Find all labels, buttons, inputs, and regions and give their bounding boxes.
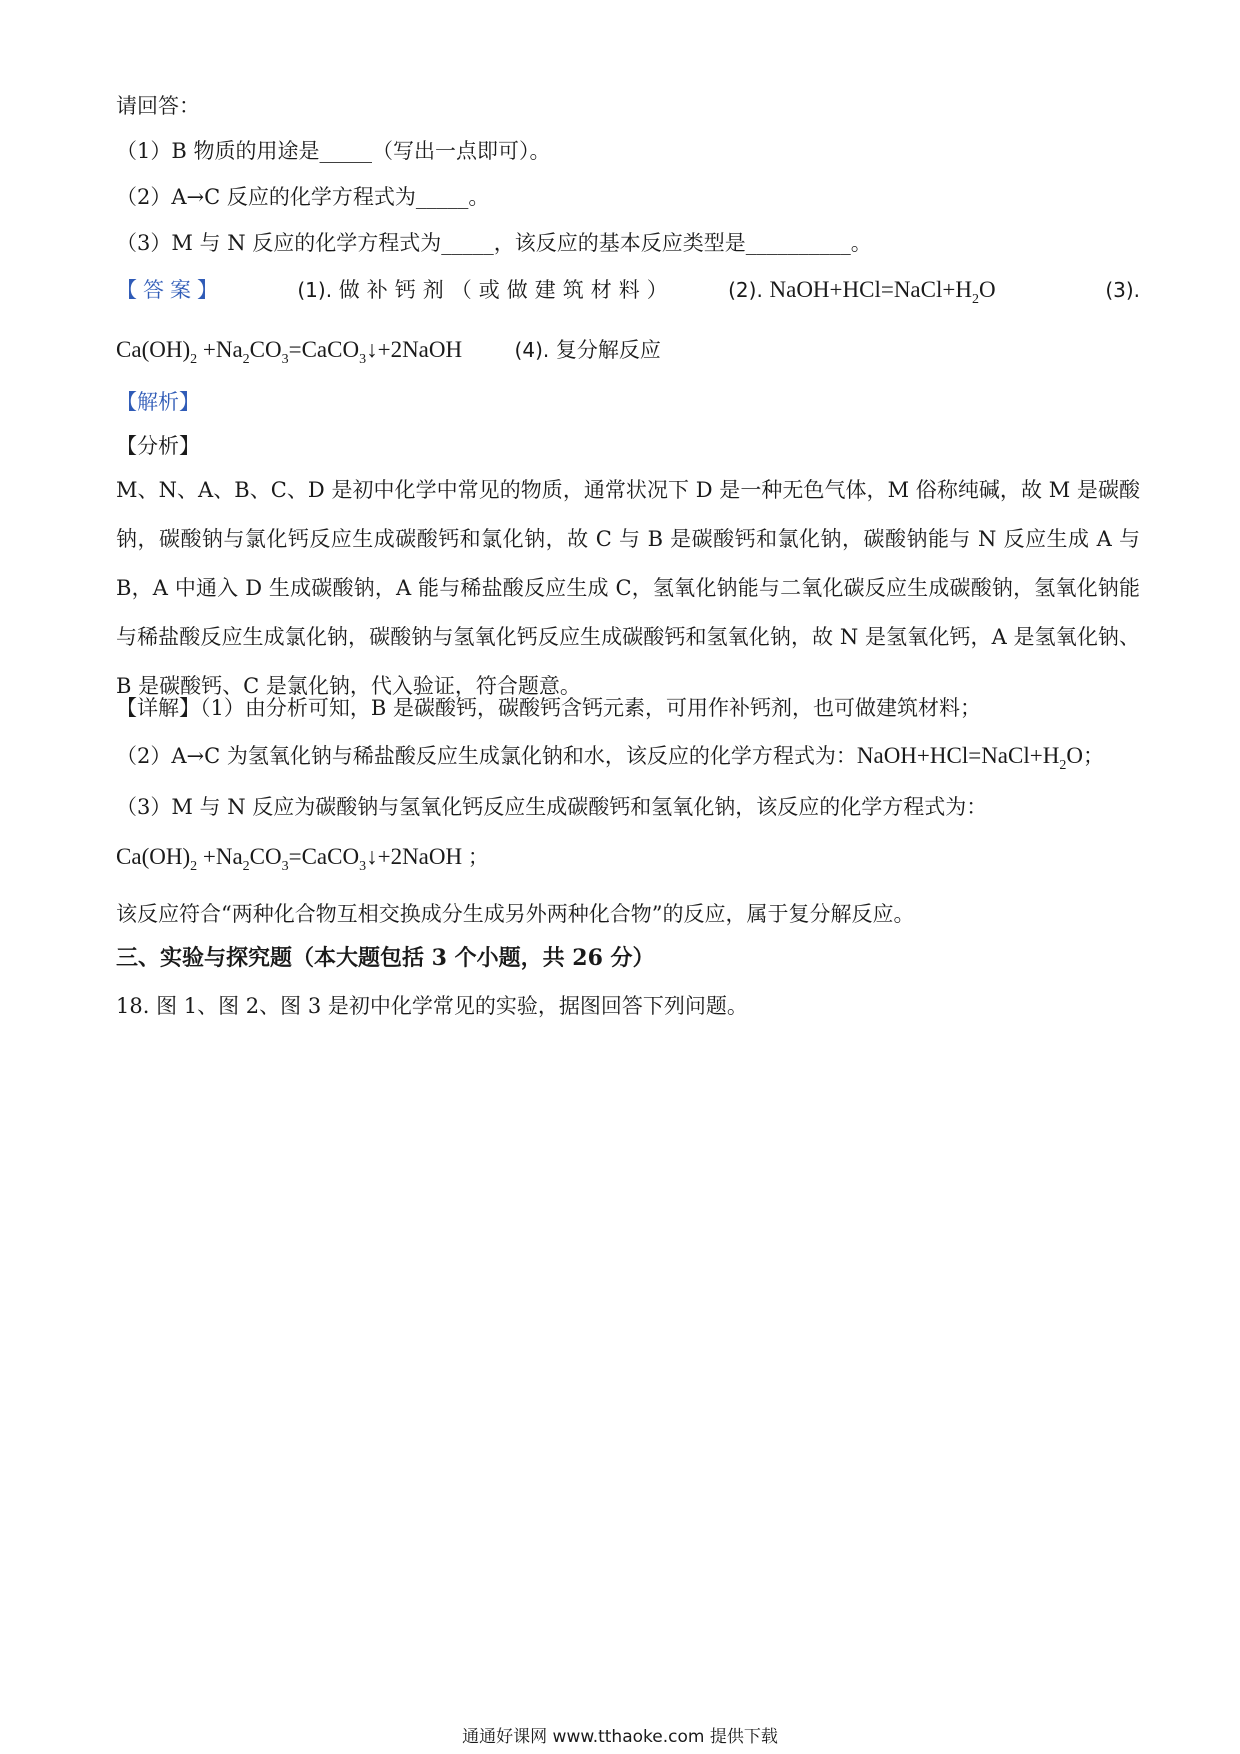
intro-text: 请回答： xyxy=(116,94,200,118)
footer-text: 通通好课网 www.tthaoke.com 提供下载 xyxy=(462,1727,778,1747)
eq-part: Ca xyxy=(116,844,142,869)
detail-1-text: （1）由分析可知，B 是碳酸钙，碳酸钙含钙元素，可用作补钙剂，也可做建筑材料； xyxy=(200,696,981,720)
eq-subscript: 2 xyxy=(1059,758,1067,773)
analysis-label: 【解析】 xyxy=(116,390,200,414)
question-3: （3）M 与 N 反应的化学方程式为_____，该反应的基本反应类型是__________。 xyxy=(116,231,872,255)
detail-3-equation-row xyxy=(116,843,1140,881)
fenxi-label: 【分析】 xyxy=(116,434,200,458)
answer-row-2 xyxy=(116,336,1140,374)
eq-part: CO xyxy=(249,337,282,362)
answer-2-equation xyxy=(769,277,996,307)
answer-3-number: (3). xyxy=(1105,278,1140,302)
answer-label: 【答案】 xyxy=(116,278,224,302)
answer-4-text: 复分解反应 xyxy=(555,338,661,362)
answer-1-number: (1). xyxy=(297,278,333,302)
eq-part: (OH) xyxy=(141,844,191,869)
detail-2-equation xyxy=(856,743,1083,773)
eq-subscript: 3 xyxy=(359,859,367,874)
eq-part: O xyxy=(978,277,996,302)
question-2: （2）A→C 反应的化学方程式为_____。 xyxy=(116,185,490,209)
answer-2-number: (2). xyxy=(728,278,763,302)
detail-3: （3）M 与 N 反应为碳酸钠与氢氧化钙反应生成碳酸钙和氢氧化钠，该反应的化学方程式为： xyxy=(116,795,988,819)
eq-part: +Na xyxy=(197,844,243,869)
eq-subscript: 2 xyxy=(971,292,979,307)
answer-row-1 xyxy=(116,276,1140,314)
detail-1 xyxy=(116,694,1140,722)
eq-part: Ca xyxy=(116,337,142,362)
eq-subscript: 2 xyxy=(242,859,250,874)
eq-part: (OH) xyxy=(141,337,191,362)
detail-2-text: （2）A→C 为氢氧化钠与稀盐酸反应生成氯化钠和水，该反应的化学方程式为： xyxy=(116,744,857,768)
analysis-paragraph: M、N、A、B、C、D 是初中化学中常见的物质，通常状况下 D 是一种无色气体，M 俗称纯碱，故 M 是碳酸钠，碳酸钠与氯化钙反应生成碳酸钙和氯化钠，故 C 与 B 是碳酸钙和氯化钠，碳酸钠能与 N 反应生成 A 与 B，A 中通入 D 生成碳酸钠，A 能与稀盐酸反应生成 C，氢氧化钠能与二氧化碳反应生成碳酸钠，氢氧化钠能与稀盐酸反应生成氯化钠，碳酸钠与氢氧化钙反应生成碳酸钙和氢氧化钠，故 N 是氢氧化钙，A 是氢氧化钠、B 是碳酸钙、C 是氯化钠，代入验证，符合题意。 xyxy=(116,478,1140,698)
detail-3-equation xyxy=(116,844,468,874)
eq-part: =CaCO xyxy=(288,337,360,362)
question-1: （1）B 物质的用途是_____（写出一点即可）。 xyxy=(116,139,551,163)
detail-label: 【详解】 xyxy=(116,696,200,720)
eq-part: NaOH+HCl=NaCl+H xyxy=(769,277,972,302)
eq-subscript: 3 xyxy=(359,352,367,367)
eq-subscript: 3 xyxy=(281,352,289,367)
detail-2-end: ； xyxy=(1082,744,1104,768)
section-title: 三、实验与探究题（本大题包括 3 个小题，共 26 分） xyxy=(116,945,655,971)
answer-4-number: (4). xyxy=(514,338,550,362)
detail-2 xyxy=(116,742,1140,780)
eq-part: +Na xyxy=(197,337,243,362)
eq-part: CO xyxy=(249,844,282,869)
eq-part: O xyxy=(1066,743,1083,768)
eq-part: ↓+2NaOH xyxy=(366,844,463,869)
eq-subscript: 3 xyxy=(281,859,289,874)
eq-subscript: 2 xyxy=(190,352,198,367)
eq-part: NaOH+HCl=NaCl+H xyxy=(856,743,1060,768)
answer-3-equation xyxy=(116,337,468,367)
eq-subscript: 2 xyxy=(190,859,198,874)
detail-3-end: ； xyxy=(467,845,489,869)
eq-part: =CaCO xyxy=(288,844,360,869)
eq-subscript: 2 xyxy=(242,352,250,367)
detail-4: 该反应符合“两种化合物互相交换成分生成另外两种化合物”的反应，属于复分解反应。 xyxy=(116,902,915,926)
question-18: 18. 图 1、图 2、图 3 是初中化学常见的实验，据图回答下列问题。 xyxy=(116,994,748,1018)
answer-1-text: 做补钙剂（或做建筑材料） xyxy=(338,278,675,302)
eq-part: ↓+2NaOH xyxy=(366,337,463,362)
